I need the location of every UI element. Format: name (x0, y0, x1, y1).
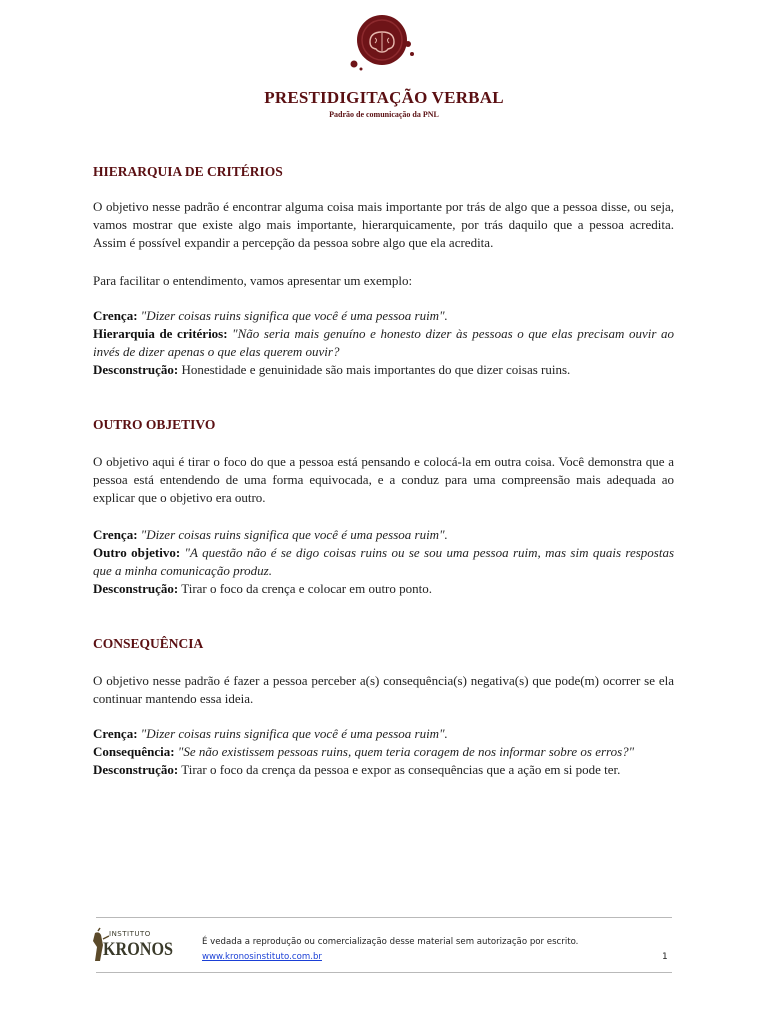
deconstruction-line (93, 361, 674, 379)
page-subtitle: Padrão de comunicação da PNL (329, 110, 439, 119)
pattern-label: Outro objetivo: (93, 545, 181, 560)
logo-subtitle: INSTITUTO (109, 930, 151, 938)
page-title: PRESTIDIGITAÇÃO VERBAL (264, 88, 504, 107)
pattern-label: Hierarquia de critérios: (93, 326, 228, 341)
example-block (93, 526, 674, 598)
section-heading: CONSEQUÊNCIA (93, 636, 204, 651)
belief-label: Crença: (93, 527, 138, 542)
deconstruction-label: Desconstrução: (93, 762, 179, 777)
pattern-text: "Não seria mais genuíno e honesto dizer às pessoas o que elas precisam ouvir ao invés de dizer apenas o que elas querem ouvir? (93, 326, 674, 359)
belief-label: Crença: (93, 308, 138, 323)
brain-wax-seal-icon (346, 10, 420, 76)
deconstruction-label: Desconstrução: (93, 362, 179, 377)
example-block (93, 307, 674, 379)
kronos-logo (89, 927, 174, 967)
belief-label: Crença: (93, 726, 138, 741)
page-number: 1 (662, 952, 668, 962)
website-link[interactable]: www.kronosinstituto.com.br (202, 952, 322, 962)
section-intro: O objetivo aqui é tirar o foco do que a pessoa está pensando e colocá-la em outra coisa. Você demonstra que a pessoa está entendendo de uma forma equivocada, e a conduz para uma compreensão mais adequada ao explicar que o objetivo era outro. (93, 454, 674, 505)
belief-line (93, 725, 674, 743)
pattern-label: Consequência: (93, 744, 175, 759)
footer-divider-bottom (96, 972, 672, 973)
belief-line (93, 307, 674, 325)
deconstruction-line (93, 761, 674, 779)
section-intro: O objetivo nesse padrão é fazer a pessoa perceber a(s) consequência(s) negativa(s) que pode(m) ocorrer se ela continuar mantendo essa ideia. (93, 673, 674, 706)
wax-seal-logo (346, 10, 420, 76)
belief-text: "Dizer coisas ruins significa que você é uma pessoa ruim". (140, 726, 448, 741)
deconstruction-text: Tirar o foco da crença da pessoa e expor as consequências que a ação em si pode ter. (181, 762, 621, 777)
copyright-notice: É vedada a reprodução ou comercialização desse material sem autorização por escrito. (202, 937, 579, 947)
pattern-text: "Se não existissem pessoas ruins, quem teria coragem de nos informar sobre os erros?" (177, 744, 635, 759)
deconstruction-label: Desconstrução: (93, 581, 179, 596)
deconstruction-text: Tirar o foco da crença e colocar em outro ponto. (181, 581, 432, 596)
pattern-text: "A questão não é se digo coisas ruins ou se sou uma pessoa ruim, mas sim quais respostas que a minha comunicação produz. (93, 545, 675, 578)
example-block (93, 725, 674, 779)
section-intro: O objetivo nesse padrão é encontrar alguma coisa mais importante por trás de algo que a pessoa disse, ou seja, vamos mostrar que existe algo mais importante, hierarquicamente, por trás daquilo que a pessoa acredita. Assim é possível expandir a percepção da pessoa sobre algo que ela acredita. (93, 199, 674, 250)
deconstruction-text: Honestidade e genuinidade são mais importantes do que dizer coisas ruins. (181, 362, 571, 377)
section-heading: OUTRO OBJETIVO (93, 417, 216, 432)
footer-divider-top (96, 917, 672, 918)
logo-name: KRONOS (103, 939, 174, 960)
belief-text: "Dizer coisas ruins significa que você é uma pessoa ruim". (140, 308, 448, 323)
pattern-line (93, 325, 674, 361)
section-intro-2: Para facilitar o entendimento, vamos apresentar um exemplo: (93, 273, 413, 288)
section-heading: HIERARQUIA DE CRITÉRIOS (93, 164, 283, 179)
belief-text: "Dizer coisas ruins significa que você é uma pessoa ruim". (140, 527, 448, 542)
deconstruction-line (93, 580, 674, 598)
pattern-line (93, 544, 674, 580)
belief-line (93, 526, 674, 544)
pattern-line (93, 743, 674, 761)
